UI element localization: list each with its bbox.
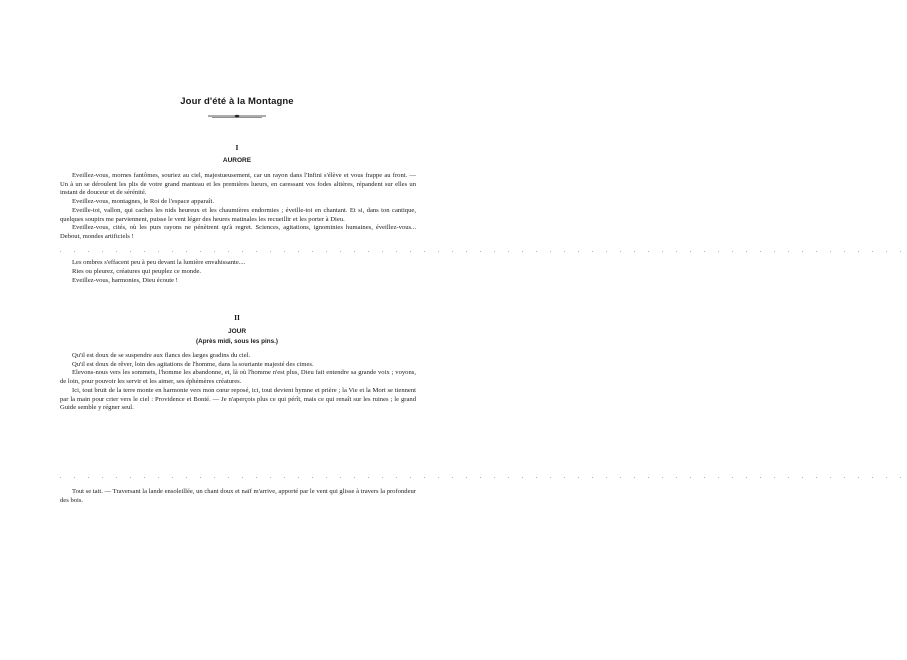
paragraph: Ici, tout bruit de la terre monte en harmonie vers mon cœur reposé, ici, tout devient hymne et prière ; la Vie et la Mort se tiennent par la main pour crier vers le ciel : Providence et Bonté. — Je n'aperçois plus ce qui pérît, mais ce qui renaît sur les ruines ; le grand Guide semble y régner seul.: [60, 386, 416, 412]
section-2-numeral: II: [234, 313, 240, 322]
verse-line: Eveillez-vous, harmonies, Dieu écoute !: [72, 277, 178, 285]
verse-line: Les ombres s'effacent peu à peu devant la lumière envahissante....: [72, 259, 246, 266]
page-title: Jour d'été à la Montagne: [180, 96, 294, 107]
verse-line: Ries ou pleurez, créatures qui peuplez ce monde.: [72, 268, 202, 276]
paragraph: Eveillez-vous, mornes fantômes, souriez au ciel, majestueusement, car un rayon dans l'Infini s'élève et vous frappe au front. — Un à un se déroulent les plis de votre grand manteau et les premières lueurs, en caressant vos fodes altières, répandent sur elles un instant de douceur et de sérénité.: [60, 172, 416, 197]
section-1-name: AURORE: [222, 157, 252, 164]
paragraph: Qu'il est doux de se suspendre aux flancs des larges gradins du ciel.: [72, 352, 251, 359]
title-ornament-divider: [208, 113, 266, 119]
section-2-subtitle: (Après midi, sous les pins.): [196, 338, 278, 345]
section-2-body: [60, 352, 416, 413]
paragraph: Tout se tait. — Traversant la lande ensoleillée, un chant doux et naïf m'arrive, apporté par le vent qui glisse à travers la profondeur des bois.: [60, 488, 416, 504]
paragraph: Eveille-toi, vallon, qui caches les nids heureux et les chaumières endormies ; éveille-toi en chantant. Et si, dans ton cantique, quelques soupirs me parviennent, puisse le vent léger des heures matinales les recueillir et les porter à Dieu.: [60, 206, 416, 223]
ellipsis-separator: . . . . . . . . . . . . . . . . . . . . . . . . . . . . . . . . . . . . . . . . . . . . . . . . . . . . . . . . . . . . .: [60, 248, 907, 254]
section-2-name: JOUR: [227, 328, 247, 335]
section-2-closing: [60, 488, 416, 505]
paragraph: Eveillez-vous, montagnes, le Roi de l'espace apparaît.: [72, 198, 214, 206]
ellipsis-separator: . . . . . . . . . . . . . . . . . . . . . . . . . . . . . . . . . . . . . . . . . . . . . . . . . . . . . . . . . . . . .: [60, 474, 907, 480]
paragraph: Qu'il est doux de rêver, loin des agitations de l'homme, dans la souriante majesté des cimes.: [72, 360, 314, 368]
section-1-body: [60, 172, 416, 242]
section-1-numeral: I: [235, 143, 239, 152]
paragraph: Elevons-nous vers les sommets, l'homme les abandonne, et, là où l'homme n'est plus, Dieu fait entendre sa grande voix ; voyons, de loin, pour pouvoir les servir et les aimer, ses éphémères créatures.: [60, 369, 416, 386]
paragraph: Eveillez-vous, cités, où les purs rayons ne pénètrent qu'à regret. Sciences, agitations, ignominies humaines, éveillez-vous... Debout, mondes artificiels !: [60, 224, 416, 240]
section-1-verses: [72, 258, 412, 286]
